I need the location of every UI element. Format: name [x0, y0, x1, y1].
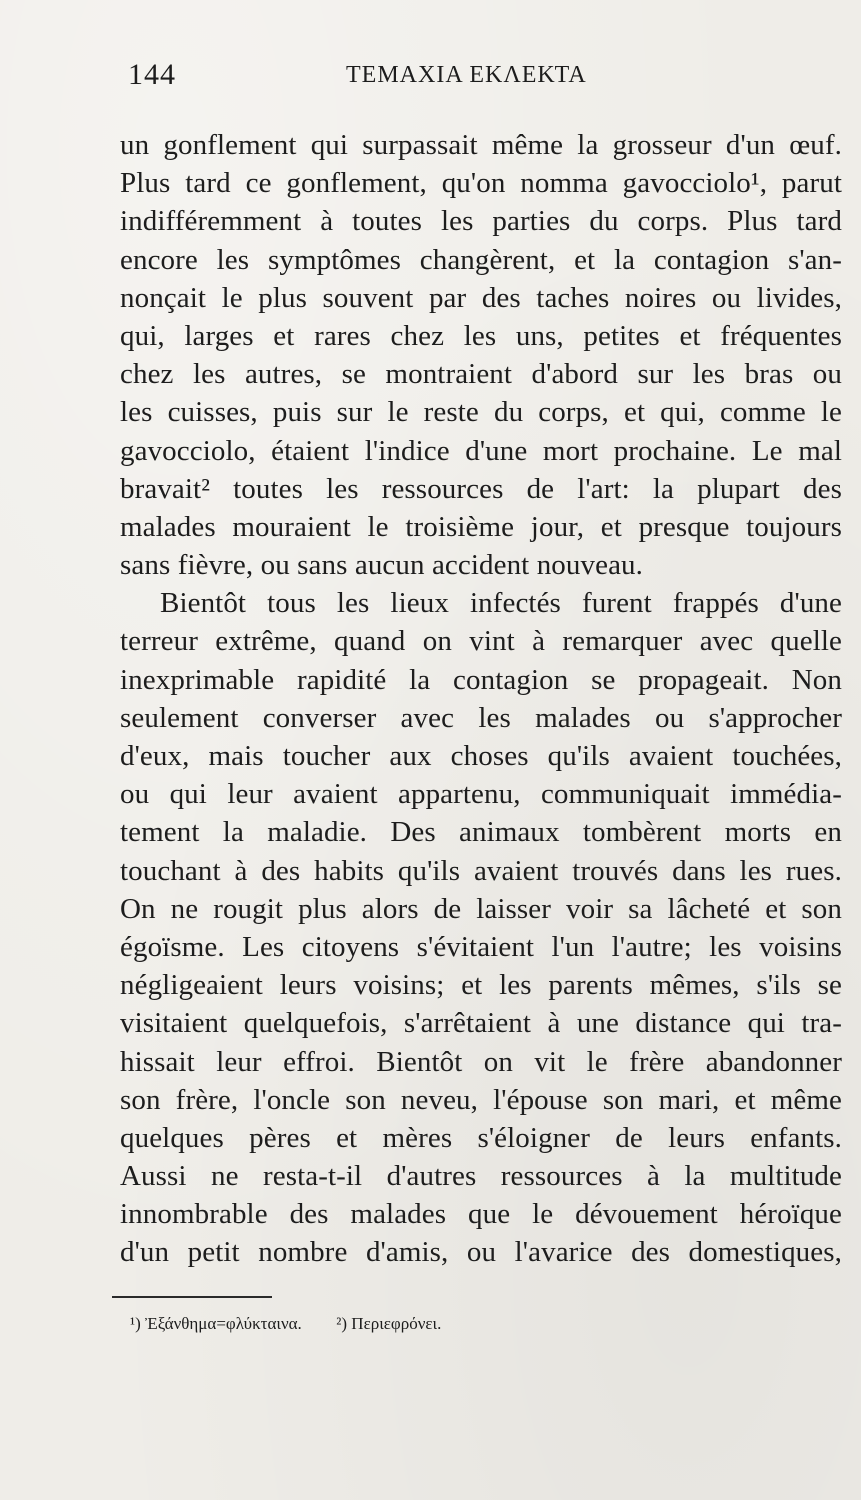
text-line: chez les autres, se montraient d'abord sur les bras ou: [120, 358, 842, 391]
text-line: malades mouraient le troisième jour, et presque toujours: [120, 510, 842, 543]
footnotes: [130, 1314, 441, 1334]
text-line: d'eux, mais toucher aux choses qu'ils avaient touchées,: [120, 740, 842, 772]
text-line: égoïsme. Les citoyens s'évitaient l'un l'autre; les voisins: [120, 930, 842, 963]
page-header: [128, 58, 718, 98]
text-line: On ne rougit plus alors de laisser voir sa lâcheté et son: [120, 892, 842, 925]
text-line: ou qui leur avaient appartenu, communiquait immédia-: [120, 778, 842, 811]
text-line: un gonflement qui surpassait même la grosseur d'un œuf.: [120, 129, 842, 161]
footnote-1: ¹) Ἐξάνθημα=φλύκταινα.: [130, 1314, 302, 1333]
footnote-2: ²) Περιεφρόνει.: [336, 1314, 442, 1333]
page-number: 144: [128, 58, 176, 91]
footnote-divider: [112, 1296, 272, 1298]
text-line: qui, larges et rares chez les uns, petites et fréquentes: [120, 319, 842, 352]
text-line: son frère, l'oncle son neveu, l'épouse son mari, et même: [120, 1083, 842, 1116]
text-line: Bientôt tous les lieux infectés furent frappés d'une: [160, 587, 842, 620]
text-line: visitaient quelquefois, s'arrêtaient à une distance qui tra-: [120, 1007, 842, 1040]
text-line: terreur extrême, quand on vint à remarquer avec quelle: [120, 625, 842, 658]
text-line: indifféremment à toutes les parties du corps. Plus tard: [120, 205, 842, 238]
text-line: inexprimable rapidité la contagion se propageait. Non: [120, 663, 842, 696]
text-line: touchant à des habits qu'ils avaient trouvés dans les rues.: [120, 854, 842, 887]
body-text: [120, 126, 842, 1272]
text-line: tement la maladie. Des animaux tombèrent morts en: [120, 816, 842, 849]
text-line: Aussi ne resta-t-il d'autres ressources à la multitude: [120, 1160, 842, 1193]
text-line: hissait leur effroi. Bientôt on vit le frère abandonner: [120, 1045, 842, 1078]
text-line: encore les symptômes changèrent, et la contagion s'an-: [120, 243, 842, 276]
text-line: innombrable des malades que le dévouement héroïque: [120, 1198, 842, 1231]
text-line: seulement converser avec les malades ou s'approcher: [120, 701, 842, 734]
text-line: négligeaient leurs voisins; et les parents mêmes, s'ils se: [120, 969, 842, 1002]
text-line: sans fièvre, ou sans aucun accident nouveau.: [120, 549, 643, 582]
text-line: d'un petit nombre d'amis, ou l'avarice des domestiques,: [120, 1236, 842, 1269]
text-line: Plus tard ce gonflement, qu'on nomma gavocciolo¹, parut: [120, 167, 842, 200]
text-line: nonçait le plus souvent par des taches noires ou livides,: [120, 281, 842, 314]
text-line: quelques pères et mères s'éloigner de leurs enfants.: [120, 1121, 842, 1154]
text-line: gavocciolo, étaient l'indice d'une mort prochaine. Le mal: [120, 434, 842, 467]
text-line: les cuisses, puis sur le reste du corps, et qui, comme le: [120, 396, 842, 429]
running-title: ΤΕΜΑΧΙΑ ΕΚΛΕΚΤΑ: [346, 62, 587, 88]
text-line: bravait² toutes les ressources de l'art: la plupart des: [120, 472, 842, 505]
